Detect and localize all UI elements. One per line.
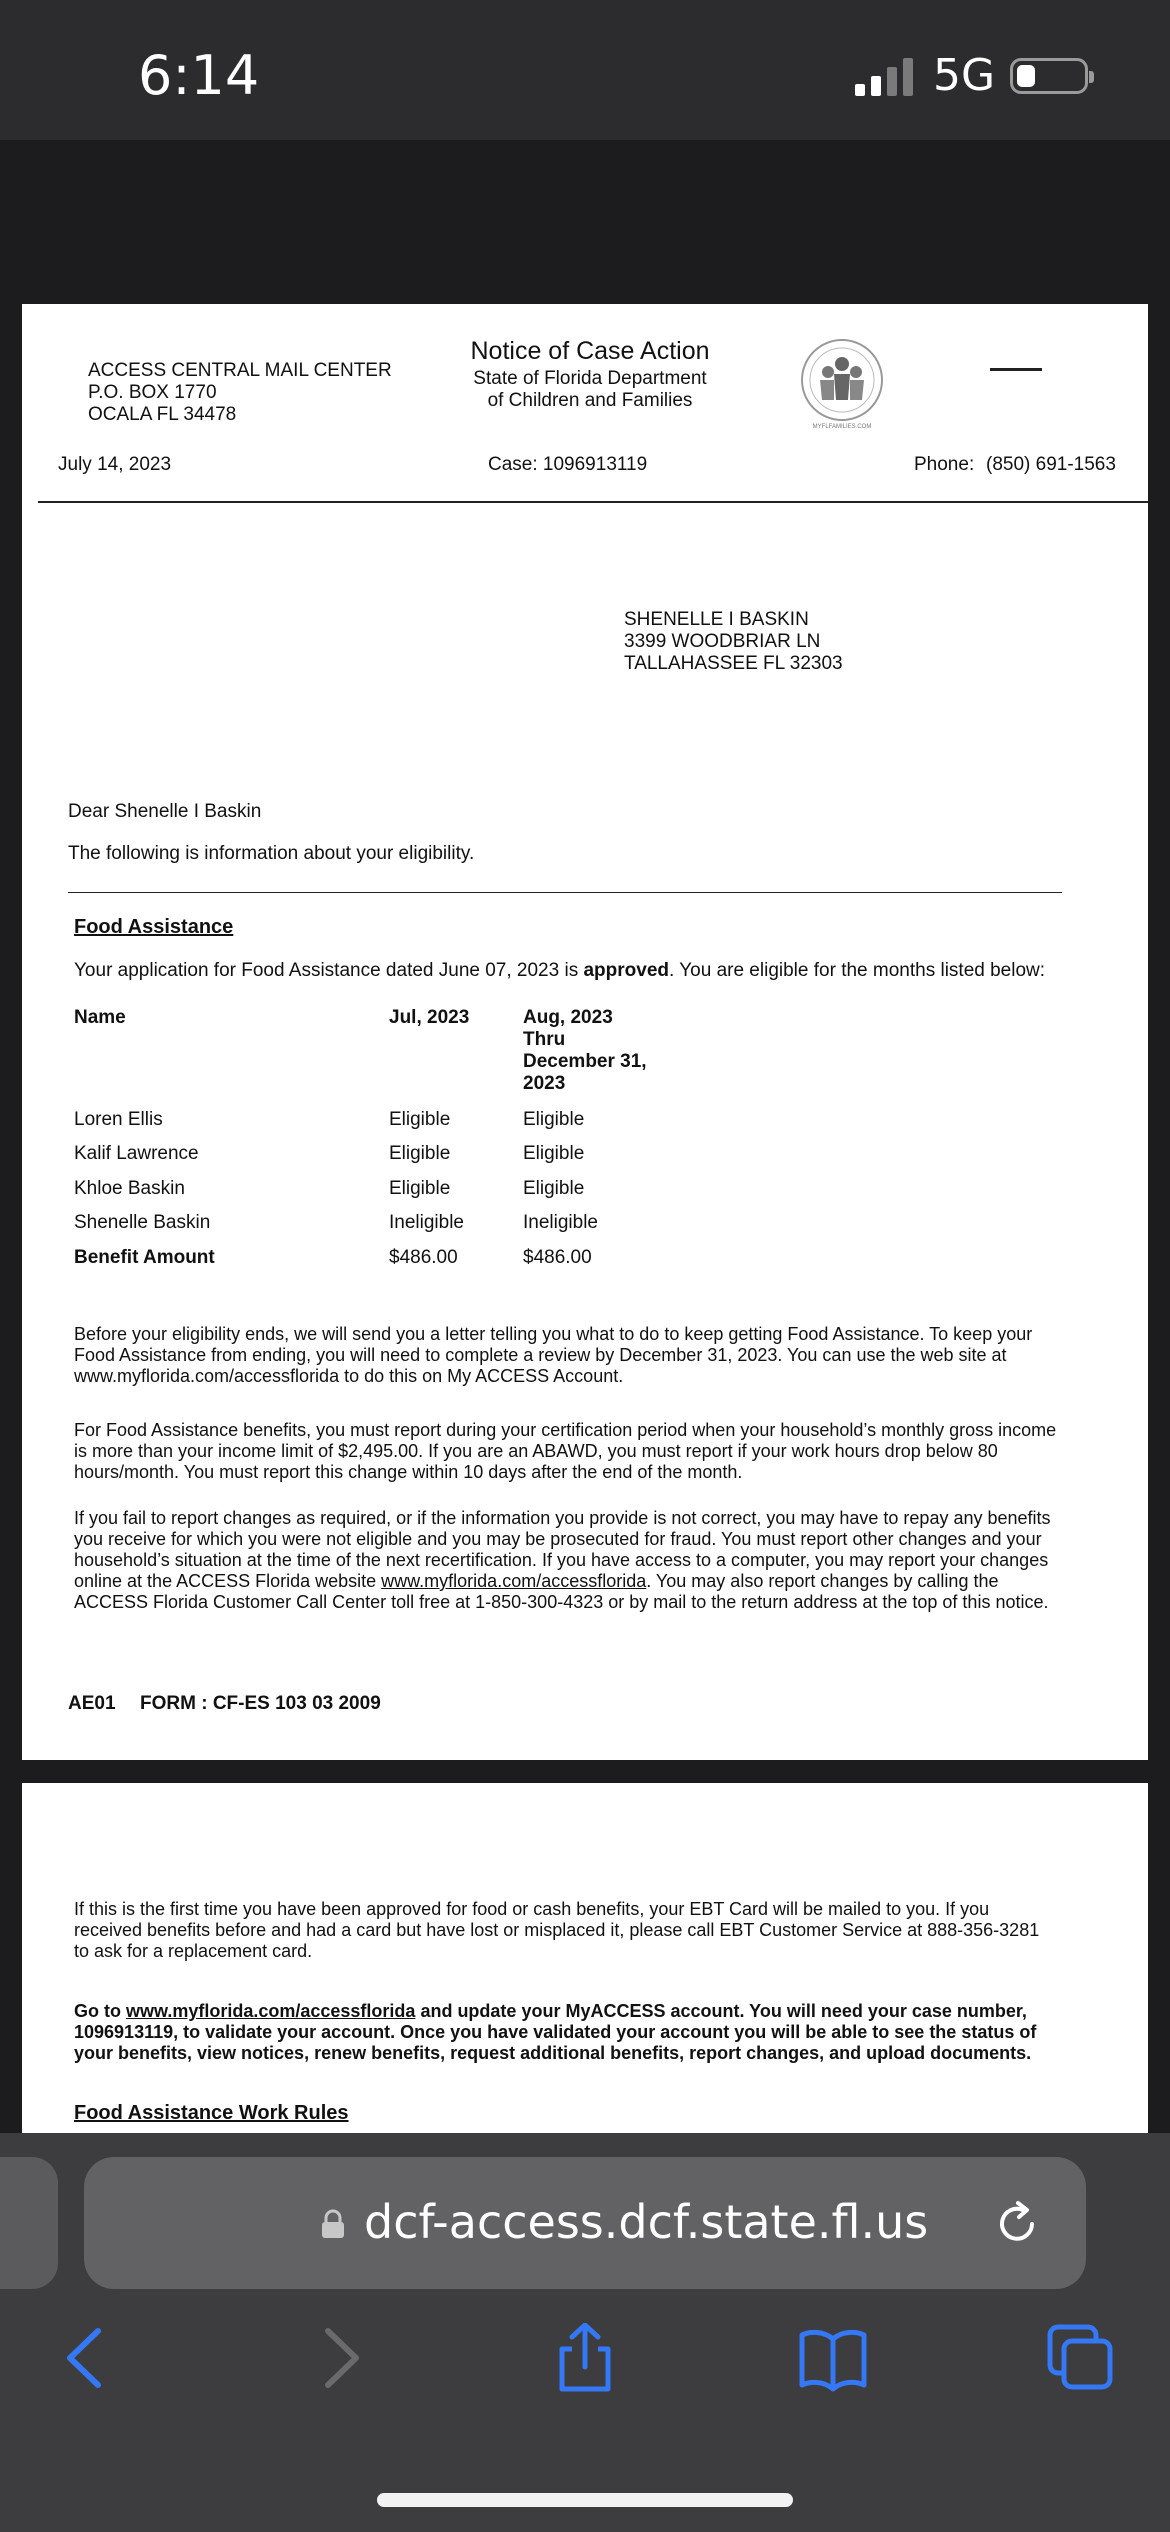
section-divider xyxy=(68,892,1062,893)
section-title-work-rules: Food Assistance Work Rules xyxy=(74,2102,349,2124)
back-icon[interactable] xyxy=(52,2323,122,2393)
sender-address-line2: P.O. BOX 1770 xyxy=(88,382,217,403)
sender-address-line1: ACCESS CENTRAL MAIL CENTER xyxy=(88,360,392,381)
phone-label: Phone: xyxy=(914,454,975,475)
mark-dash xyxy=(990,368,1042,371)
reload-icon[interactable] xyxy=(992,2199,1042,2249)
table-row-name: Shenelle Baskin xyxy=(74,1212,211,1233)
recipient-line2: 3399 WOODBRIAR LN xyxy=(624,631,821,652)
table-header-aug-thru-dec: Aug, 2023 Thru December 31, 2023 xyxy=(523,1007,647,1094)
notice-date: July 14, 2023 xyxy=(58,454,172,475)
myaccess-paragraph: Go to www.myflorida.com/accessflorida and update your MyACCESS account. You will need your case number, 1096913119, to validate your account. Once you have validated your account you will be able to see the status of your benefits, view notices, renew benefits, request additional benefits, report changes, and upload documents. xyxy=(74,2001,1037,2063)
table-row-jul: Eligible xyxy=(389,1178,451,1199)
fraud-warning-paragraph: If you fail to report changes as required, or if the information you provide is not correct, you may have to repay any benefits you receive for which you were not eligible and you may be prosecuted for fraud. You must report other changes and your household’s situation at the time of the next recertification. If you have access to a computer, you may report your changes online at the ACCESS Florida website www.myflorida.com/accessflorida. You may also report changes by calling the ACCESS Florida Customer Call Center toll free at 1-850-300-4323 or by mail to the return address at the top of this notice. xyxy=(74,1508,1051,1612)
accessflorida-link[interactable]: www.myflorida.com/accessflorida xyxy=(126,2001,416,2021)
eligibility-intro: The following is information about your eligibility. xyxy=(68,843,475,864)
form-id: FORM : CF-ES 103 03 2009 xyxy=(140,1693,381,1714)
dcf-seal-logo xyxy=(792,334,892,434)
recipient-line1: SHENELLE I BASKIN xyxy=(624,609,809,630)
seal-caption: MYFLFAMILIES.COM xyxy=(812,424,872,430)
recertification-paragraph: Before your eligibility ends, we will send you a letter telling you what to do to keep getting Food Assistance. To keep your Food Assistance from ending, you will need to complete a review by December 31, 2023. You can use the web site at www.myflorida.com/accessflorida to do this on My ACCESS Account. xyxy=(74,1324,1033,1386)
forward-icon[interactable] xyxy=(304,2323,374,2393)
greeting: Dear Shenelle I Baskin xyxy=(68,801,262,822)
case-number: Case: 1096913119 xyxy=(488,454,648,475)
cellular-signal-icon xyxy=(855,58,915,96)
network-type: 5G xyxy=(933,50,996,101)
url-text: dcf-access.dcf.state.fl.us xyxy=(364,2195,929,2249)
notice-page-2 xyxy=(22,1783,1148,2133)
clock: 6:14 xyxy=(138,44,260,107)
bookmarks-icon[interactable] xyxy=(798,2323,868,2393)
approval-status: approved xyxy=(583,960,670,981)
ebt-card-paragraph: If this is the first time you have been approved for food or cash benefits, your EBT Card will be mailed to you. If you received benefits before and had a card but have lost or misplaced it, please call EBT Customer Service at 888-356-3281 to ask for a replacement card. xyxy=(74,1899,1040,1961)
benefit-amount-jul: $486.00 xyxy=(389,1247,458,1268)
status-bar xyxy=(0,0,1170,140)
table-row-aug: Eligible xyxy=(523,1109,585,1130)
browser-toolbar xyxy=(0,2133,1170,2532)
notice-title: Notice of Case Action xyxy=(470,337,710,365)
table-row-aug: Eligible xyxy=(523,1178,585,1199)
table-row-name: Khloe Baskin xyxy=(74,1178,185,1199)
table-row-name: Kalif Lawrence xyxy=(74,1143,199,1164)
phone-number: (850) 691-1563 xyxy=(986,454,1116,475)
reporting-paragraph: For Food Assistance benefits, you must report during your certification period when your household’s monthly gross income is more than your income limit of $2,495.00. If you are an ABAWD, you must report if your work hours drop below 80 hours/month. You must report this change within 10 days after the end of the month. xyxy=(74,1420,1057,1482)
recipient-line3: TALLAHASSEE FL 32303 xyxy=(624,653,843,674)
table-row-jul: Eligible xyxy=(389,1143,451,1164)
table-header-jul: Jul, 2023 xyxy=(389,1007,470,1028)
notice-page-1 xyxy=(22,304,1148,1760)
table-header-name: Name xyxy=(74,1007,126,1028)
address-bar[interactable] xyxy=(84,2157,1086,2289)
table-row-aug: Ineligible xyxy=(523,1212,598,1233)
form-code: AE01 xyxy=(68,1693,116,1714)
sender-address-line3: OCALA FL 34478 xyxy=(88,404,237,425)
approval-sentence: Your application for Food Assistance dated June 07, 2023 is approved. You are eligible for the months listed below: xyxy=(74,960,1046,981)
department-line1: State of Florida Department xyxy=(473,368,707,389)
lock-icon xyxy=(320,2209,346,2239)
tabs-icon[interactable] xyxy=(1046,2323,1116,2393)
benefit-amount-label: Benefit Amount xyxy=(74,1247,215,1268)
table-row-jul: Eligible xyxy=(389,1109,451,1130)
accessflorida-link[interactable]: www.myflorida.com/accessflorida xyxy=(381,1571,647,1591)
previous-tab-preview[interactable] xyxy=(0,2157,58,2289)
table-row-name: Loren Ellis xyxy=(74,1109,163,1130)
table-row-jul: Ineligible xyxy=(389,1212,464,1233)
home-indicator[interactable] xyxy=(377,2493,793,2507)
benefit-amount-aug: $486.00 xyxy=(523,1247,592,1268)
battery-icon xyxy=(1010,58,1088,94)
share-icon[interactable] xyxy=(550,2323,620,2393)
department-line2: of Children and Families xyxy=(487,390,693,411)
header-divider xyxy=(38,501,1148,503)
table-row-aug: Eligible xyxy=(523,1143,585,1164)
section-title-food-assistance: Food Assistance xyxy=(74,916,234,938)
